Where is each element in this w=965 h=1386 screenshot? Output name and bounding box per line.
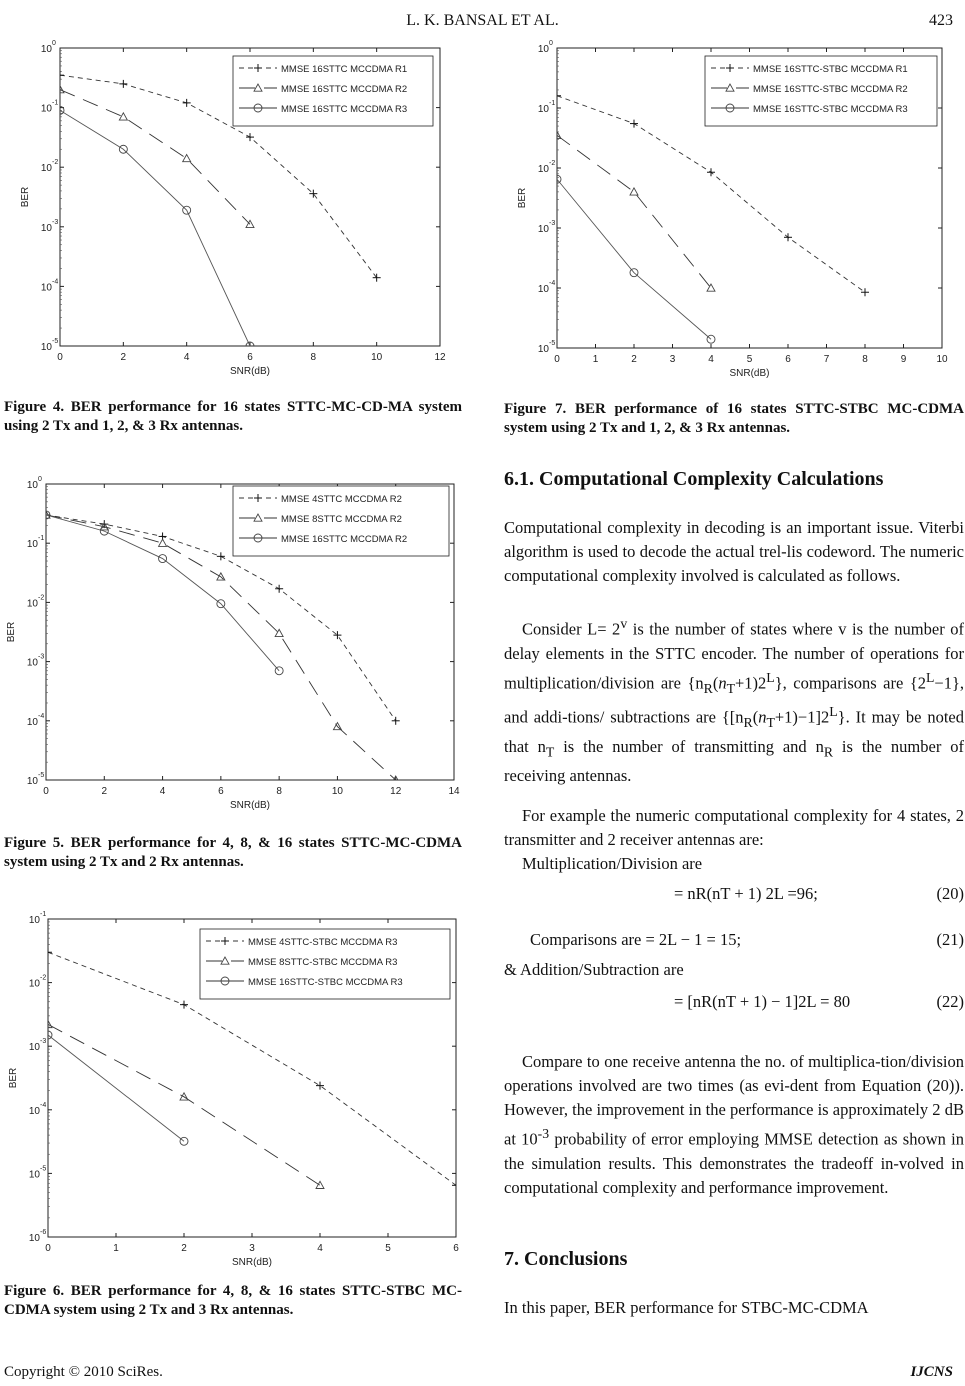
x-tick-label-7: 7 — [823, 354, 830, 365]
footer-journal: IJCNS — [910, 1364, 953, 1380]
x-tick-label-0: 0 — [554, 354, 560, 365]
legend-label-1: MMSE 16STTC-STBC MCCDMA R2 — [753, 84, 908, 95]
x-tick-label-4: 8 — [310, 352, 317, 363]
x-tick-label-2: 4 — [183, 352, 190, 363]
figure-7-caption: Figure 7. BER performance of 16 states STTC-STBC MC-CDMA system using 2 Tx and 1, 2, & 3 Rx antennas. — [504, 401, 964, 436]
x-tick-label-0: 0 — [57, 352, 63, 363]
y-tick-label-3: 10 — [40, 222, 52, 234]
running-head: L. K. BANSAL ET AL. — [406, 12, 559, 29]
x-tick-label-1: 2 — [101, 786, 108, 797]
legend-label-1: MMSE 16STTC MCCDMA R2 — [281, 84, 408, 95]
y-tick-label-3: 10 — [537, 224, 549, 235]
legend-label-2: MMSE 16STTC-STBC MCCDMA R3 — [248, 977, 403, 988]
y-tick-exponent-4: -5 — [40, 1165, 47, 1173]
page-number: 423 — [929, 12, 953, 29]
legend-label-0: MMSE 16STTC-STBC MCCDMA R1 — [753, 64, 908, 75]
p2-part-g: is the number of receiving antennas. — [504, 737, 964, 786]
p2-part-a: Consider L= 2 — [522, 619, 621, 639]
equation-20-body: = nR(nT + 1) 2L =96; — [674, 884, 818, 903]
y-axis-label: BER — [8, 1067, 19, 1089]
legend-label-2: MMSE 16STTC MCCDMA R3 — [281, 104, 408, 115]
legend-label-0: MMSE 16STTC MCCDMA R1 — [281, 64, 408, 75]
y-tick-exponent-2: -2 — [38, 594, 45, 602]
fig7-svg — [500, 38, 960, 383]
y-tick-exponent-3: -3 — [549, 220, 556, 227]
p2-part-c: , comparisons are {2 — [782, 673, 926, 692]
paragraph-4-text: Multiplication/Division are — [522, 854, 703, 873]
p6-part-b: probability of error employing MMSE detection as shown in the simulation results. This demonstrates the tradeoff in-volved in computational complexity and performance improvement. — [504, 1129, 964, 1197]
legend-label-1: MMSE 8STTC-STBC MCCDMA R3 — [248, 957, 398, 968]
y-tick-exponent-0: 0 — [549, 40, 553, 47]
paragraph-5-text: & Addition/Subtraction are — [504, 960, 684, 979]
x-axis-label: SNR(dB) — [229, 366, 271, 377]
section-heading-7: 7. Conclusions — [504, 1248, 628, 1270]
y-tick-label-5: 10 — [40, 342, 52, 353]
y-tick-label-5: 10 — [28, 1233, 40, 1244]
x-tick-label-6: 6 — [785, 354, 791, 365]
x-tick-label-2: 4 — [159, 786, 166, 797]
y-axis-label: BER — [6, 621, 17, 643]
x-tick-label-3: 3 — [669, 354, 676, 365]
x-tick-label-0: 0 — [45, 1243, 51, 1254]
x-tick-label-3: 3 — [249, 1243, 255, 1254]
y-axis-label: BER — [517, 187, 528, 209]
section-heading-6-1: 6.1. Computational Complexity Calculations — [504, 468, 884, 490]
y-tick-label-4: 10 — [26, 716, 38, 728]
p2-part-e: . It may be noted that n — [504, 707, 964, 757]
y-tick-exponent-3: -3 — [38, 653, 45, 661]
legend-label-1: MMSE 8STTC MCCDMA R2 — [281, 514, 402, 525]
x-tick-label-5: 10 — [331, 786, 343, 797]
paragraph-6 — [504, 1050, 964, 1200]
equation-22-number: (22) — [936, 992, 964, 1011]
y-tick-exponent-4: -4 — [549, 280, 556, 287]
y-tick-label-5: 10 — [26, 776, 38, 787]
x-tick-label-2: 2 — [181, 1243, 187, 1254]
y-tick-exponent-0: 0 — [38, 476, 42, 483]
y-tick-label-2: 10 — [40, 163, 52, 175]
y-tick-label-0: 10 — [26, 480, 38, 491]
paragraph-1-text: Computational complexity in decoding is an important issue. Viterbi algorithm is used to decode the actual trel-lis codeword. The numeric computational complexity involved is calculated as follows. — [504, 518, 964, 585]
y-tick-label-1: 10 — [537, 104, 549, 115]
y-tick-exponent-1: -1 — [38, 535, 45, 543]
x-tick-label-4: 4 — [708, 354, 714, 365]
paragraph-2: Consider $L= 2^v$ is the number of states where v is the number of delay elements in the STTC encoder. The number of operations for multiplication/division are $\{n_R(n_T+1)2^L\}$, comparisons are $\{2^L-1\}$, and addi-tions/ subtractions are $\{[n_R(n_T+1)-1]2^L\}$. It may be noted that $n_T$ is the number of transmitting and $n_R$ is the number of receiving antennas. — [504, 616, 964, 786]
p6-part-a: Compare to one receive antenna the no. of multiplica-tion/division operations involved are two times (as evi-dent from Equation (20)). However, the improvement in the performance is approximately 2 dB at 10 — [504, 1052, 964, 1149]
p2-sup: v — [620, 616, 628, 631]
x-tick-label-8: 8 — [862, 354, 868, 365]
y-tick-exponent-4: -4 — [52, 278, 59, 286]
x-tick-label-2: 2 — [631, 354, 637, 365]
x-tick-label-0: 0 — [43, 786, 49, 797]
y-tick-label-1: 10 — [26, 539, 38, 551]
x-tick-label-1: 1 — [113, 1243, 119, 1254]
y-tick-label-2: 10 — [26, 598, 38, 610]
figure-5-chart — [0, 472, 460, 822]
legend-label-0: MMSE 4STTC-STBC MCCDMA R3 — [248, 937, 398, 948]
y-tick-label-4: 10 — [537, 284, 549, 295]
x-tick-label-5: 5 — [746, 354, 753, 365]
y-axis-label: BER — [20, 186, 31, 208]
x-axis-label: SNR(dB) — [231, 1257, 273, 1268]
figure-5-caption: Figure 5. BER performance for 4, 8, & 16 states STTC-MC-CDMA system using 2 Tx and 2 Rx antennas. — [4, 835, 462, 870]
y-tick-exponent-0: -1 — [40, 911, 47, 918]
equation-22-body: = [nR(nT + 1) − 1]2L = 80 — [674, 992, 851, 1011]
x-tick-label-4: 8 — [276, 786, 282, 797]
paragraph-3 — [504, 804, 964, 876]
x-tick-label-3: 6 — [218, 786, 224, 797]
equation-21-body: Comparisons are = 2L − 1 = 15; — [530, 930, 742, 949]
figure-4-chart — [0, 38, 460, 378]
p2-part-b: is the number of states where v is the number of delay elements in the STTC encoder. The number of operations for multiplication/division are {n — [504, 619, 964, 692]
x-axis-label: SNR(dB) — [229, 800, 271, 811]
p6-sup: -3 — [537, 1126, 550, 1141]
y-tick-exponent-3: -3 — [52, 218, 59, 226]
x-axis-label: SNR(dB) — [729, 368, 770, 379]
x-tick-label-6: 6 — [453, 1243, 459, 1254]
x-tick-label-5: 10 — [371, 352, 383, 363]
equation-21-number: (21) — [936, 930, 964, 949]
x-tick-label-1: 1 — [592, 354, 599, 365]
fig4-svg — [0, 38, 460, 378]
y-tick-exponent-5: -5 — [52, 338, 59, 345]
y-tick-exponent-2: -2 — [52, 159, 59, 167]
x-tick-label-3: 6 — [247, 352, 253, 363]
y-tick-label-4: 10 — [28, 1169, 40, 1181]
y-tick-label-0: 10 — [40, 44, 52, 55]
footer-copyright: Copyright © 2010 SciRes. — [4, 1364, 163, 1380]
legend-label-0: MMSE 4STTC MCCDMA R2 — [281, 494, 402, 505]
x-tick-label-6: 12 — [390, 786, 402, 797]
legend-label-2: MMSE 16STTC-STBC MCCDMA R3 — [753, 104, 908, 115]
x-tick-label-4: 4 — [317, 1243, 323, 1254]
y-tick-exponent-2: -3 — [40, 1038, 47, 1046]
figure-7-chart — [500, 38, 960, 383]
page-header — [0, 10, 965, 36]
y-tick-label-5: 10 — [537, 344, 549, 355]
y-tick-exponent-5: -5 — [38, 772, 45, 779]
y-tick-label-1: 10 — [28, 978, 40, 990]
y-tick-label-2: 10 — [28, 1042, 40, 1054]
y-tick-exponent-5: -5 — [549, 340, 556, 347]
y-tick-exponent-2: -2 — [549, 160, 556, 167]
figure-6-chart — [0, 905, 460, 1275]
y-tick-exponent-0: 0 — [52, 40, 56, 47]
paragraph-3-text: For example the numeric computational complexity for 4 states, 2 transmitter and 2 receiver antennas are: — [504, 806, 964, 849]
x-tick-label-10: 10 — [936, 354, 948, 365]
y-tick-exponent-1: -1 — [549, 100, 556, 107]
figure-4-caption: Figure 4. BER performance for 16 states STTC-MC-CD-MA system using 2 Tx and 1, 2, & 3 Rx antennas. — [4, 399, 462, 434]
x-tick-label-9: 9 — [900, 354, 907, 365]
y-tick-label-3: 10 — [26, 657, 38, 669]
equation-20-number: (20) — [936, 884, 964, 903]
y-tick-label-3: 10 — [28, 1105, 40, 1117]
paragraph-7-text: In this paper, BER performance for STBC-MC-CDMA — [504, 1298, 869, 1317]
fig6-svg — [0, 905, 460, 1275]
y-tick-exponent-1: -2 — [40, 974, 47, 982]
x-tick-label-6: 12 — [434, 352, 446, 363]
y-tick-label-1: 10 — [40, 103, 52, 115]
paragraph-1 — [504, 516, 964, 588]
y-tick-label-0: 10 — [537, 44, 549, 55]
x-tick-label-7: 14 — [448, 786, 460, 797]
p2-part-f: is the number of transmitting and n — [554, 737, 824, 757]
p2-part-d: , and addi-tions/ subtractions are {[n — [504, 673, 964, 727]
y-tick-label-2: 10 — [537, 164, 549, 175]
y-tick-label-4: 10 — [40, 282, 52, 294]
y-tick-exponent-1: -1 — [52, 99, 59, 107]
y-tick-exponent-4: -4 — [38, 712, 45, 720]
figure-6-caption: Figure 6. BER performance for 4, 8, & 16 states STTC-STBC MC-CDMA system using 2 Tx and 3 Rx antennas. — [4, 1283, 462, 1318]
y-tick-exponent-5: -6 — [40, 1229, 47, 1236]
paragraph-7 — [504, 1296, 964, 1320]
y-tick-label-0: 10 — [28, 915, 40, 926]
paragraph-5 — [504, 958, 964, 982]
x-tick-label-5: 5 — [385, 1243, 391, 1254]
legend-label-2: MMSE 16STTC MCCDMA R2 — [281, 534, 408, 545]
x-tick-label-1: 2 — [120, 352, 127, 363]
y-tick-exponent-3: -4 — [40, 1101, 47, 1109]
fig5-svg — [0, 472, 460, 822]
